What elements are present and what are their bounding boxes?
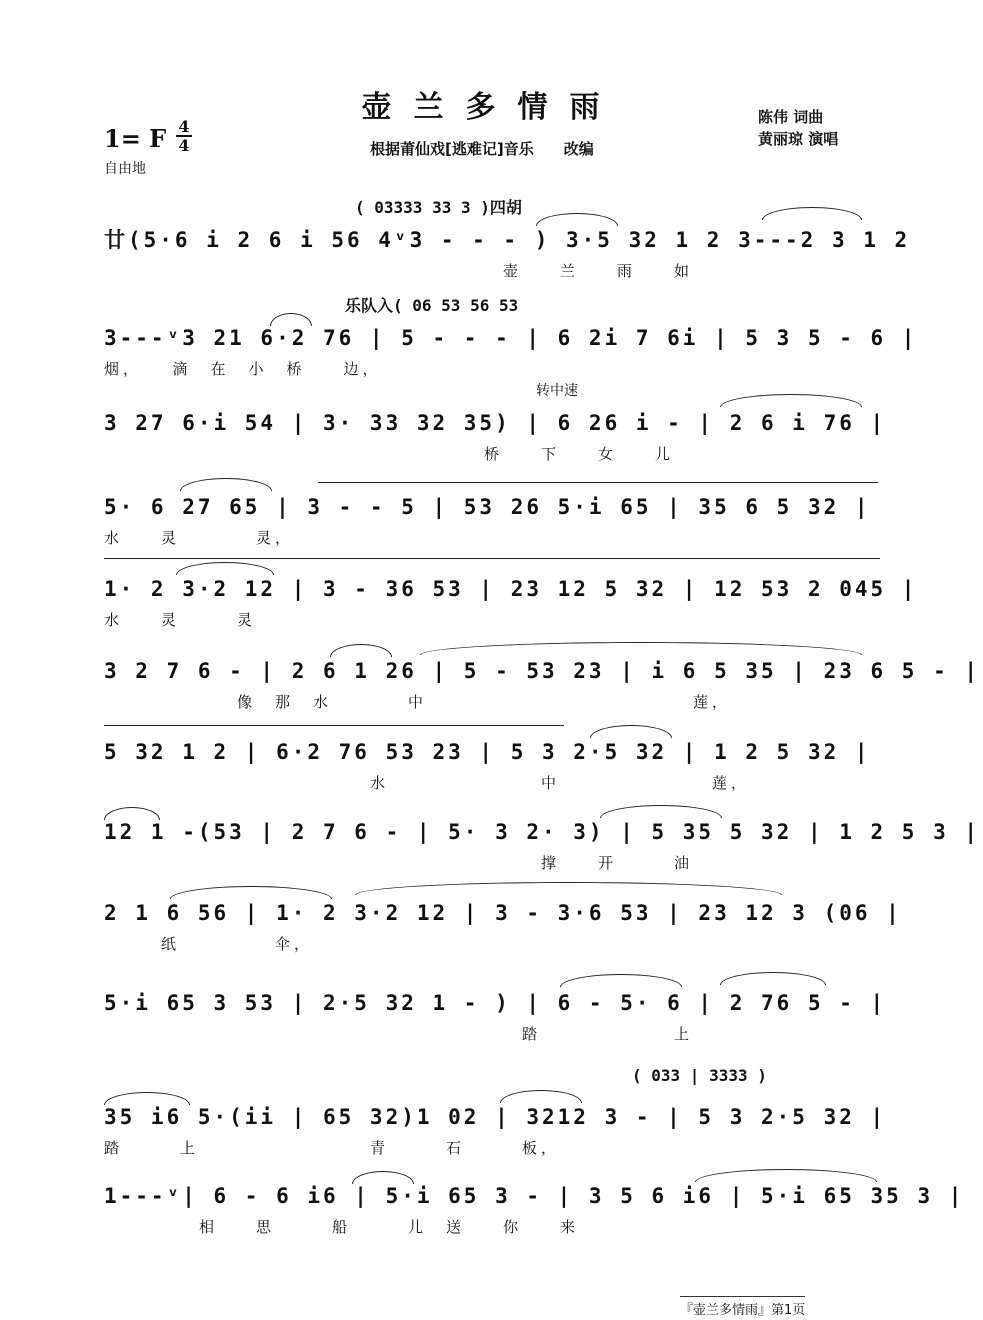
system-6-notes: 3 2 7 6 - | 2 6 1 26 | 5 - 53 23 | i 6 5 35 | 23 6 5 - | [104,659,981,683]
system-2-lyrics: 烟， 滴 在 小 桥 边， [104,360,382,378]
system-10-lyrics: 踏 上 [104,1025,694,1043]
system-8-lyrics: 撑 开 油 [104,854,694,872]
system-11-lyrics: 踏 上 青 石 板， [104,1139,561,1157]
system-1-notes: 廿(5·6 i 2 6 i 56 4ᵛ3 - - - ) 3·5 32 1 2 3---2 3 1 2 [104,228,911,252]
composer-credit: 陈伟 词曲 [758,108,824,126]
system-9-notes: 2 1 6 56 | 1· 2 3·2 12 | 3 - 3·6 53 | 23 12 3 (06 | [104,901,902,925]
song-title: 壶兰多情雨 [361,90,622,125]
score-system-8 [0,817,983,877]
score-system-2 [0,296,983,383]
score-system-7 [0,737,983,797]
system-11-notes: 35 i6 5·(ii | 65 32)1 02 | 3212 3 - | 5 3 2·5 32 | [104,1105,887,1129]
system-12-lyrics: 相 思 船 儿 送 你 来 [104,1218,580,1236]
system-9-lyrics: 纸 伞， [104,935,314,953]
system-4-lyrics: 水 灵 灵， [104,529,295,547]
key-signature: 1= F [104,124,167,153]
song-subtitle: 根据莆仙戏[逃难记]音乐 改编 [370,140,594,158]
system-1-lyrics: 壶 兰 雨 如 [104,262,694,280]
score-system-9 [0,898,983,958]
score-system-11 [0,1066,983,1162]
score-system-3 [0,383,983,468]
system-3-lyrics: 桥 下 女 儿 [104,445,675,463]
system-5-notes: 1· 2 3·2 12 | 3 - 36 53 | 23 12 5 32 | 12 53 2 045 | [104,577,918,601]
system-11-above: ( 033 | 3333 ) [632,1066,767,1085]
system-6-lyrics: 像 那 水 中 莲， [104,693,732,711]
system-12-notes: 1---ᵛ| 6 - 6 i6 | 5·i 65 3 - | 3 5 6 i6 | 5·i 65 35 3 | [104,1184,965,1208]
system-7-notes: 5 32 1 2 | 6·2 76 53 23 | 5 3 2·5 32 | 1 2 5 32 | [104,740,871,764]
time-sig-top: 4 [178,117,190,136]
system-4-notes: 5· 6 27 65 | 3 - - 5 | 53 26 5·i 65 | 35 6 5 32 | [104,495,871,519]
score-system-1 [0,198,983,285]
page-footer: 『壶兰多情雨』第1页 [680,1296,805,1318]
time-sig-bottom: 4 [178,136,190,155]
score-system-5 [0,574,983,634]
tempo-marking: 自由地 [104,161,146,177]
system-2-notes: 3---ᵛ3 21 6·2 76 | 5 - - - | 6 2i 7 6i | 5 3 5 - 6 | [104,326,918,350]
score-system-10 [0,988,983,1048]
score-system-12 [0,1181,983,1241]
system-3-notes: 3 27 6·i 54 | 3· 33 32 35) | 6 26 i - | 2 6 i 76 | [104,411,887,435]
system-5-lyrics: 水 灵 灵 [104,611,257,629]
score-system-4 [0,492,983,552]
system-2-above: 乐队入( 06 53 56 53 [345,296,519,315]
credits [758,106,838,150]
system-3-tempo-change: 转中速 [536,383,578,399]
singer-credit: 黄丽琼 演唱 [758,130,839,148]
system-10-notes: 5·i 65 3 53 | 2·5 32 1 - ) | 6 - 5· 6 | 2 76 5 - | [104,991,887,1015]
time-signature [176,118,192,154]
system-8-notes: 12 1 -(53 | 2 7 6 - | 5· 3 2· 3) | 5 35 5 32 | 1 2 5 3 | [104,820,981,844]
system-7-lyrics: 水 中 莲， [104,774,751,792]
system-1-above: ( 03333 33 3 )四胡 [355,198,522,217]
score-system-6 [0,656,983,716]
